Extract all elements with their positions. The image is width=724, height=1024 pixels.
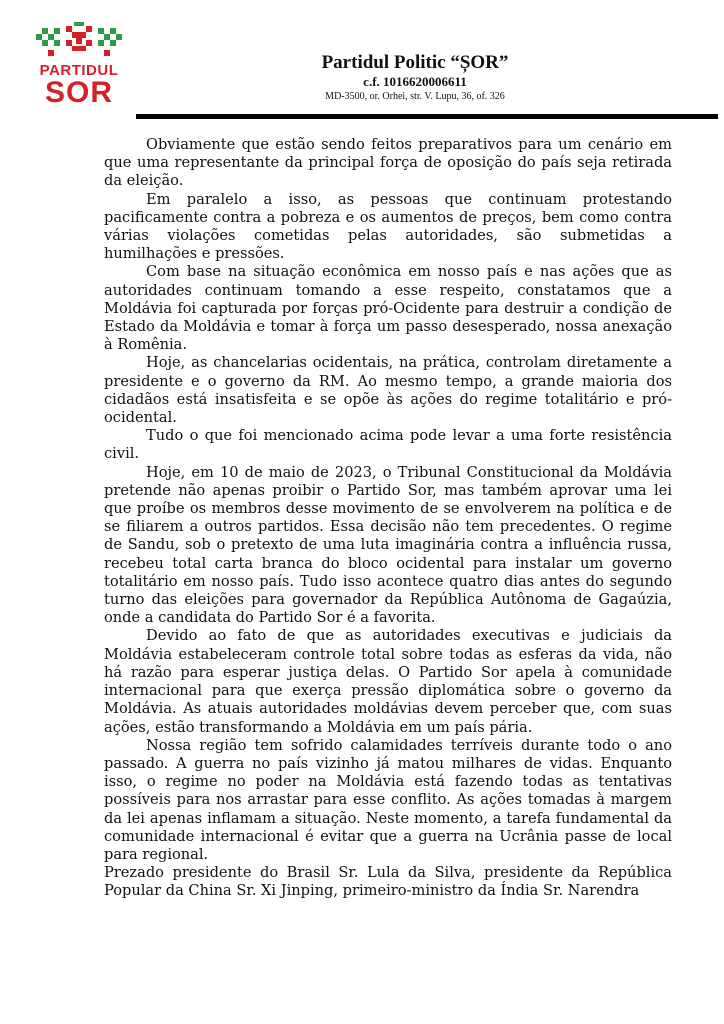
paragraph: Obviamente que estão sendo feitos preparativos para um cenário em que uma representante da principal força de oposição do país seja retirada da eleição. (104, 136, 672, 190)
embroidery-pattern-icon (34, 22, 124, 62)
party-name: Partidul Politic “ȘOR” (321, 52, 509, 73)
letterhead (230, 52, 600, 103)
paragraph: Devido ao fato de que as autoridades executivas e judiciais da Moldávia estabeleceram controle total sobre todas as esferas da vida, não há razão para esperar justiça delas. O Partido Sor apela à comunidade internacional para que exerça pressão diplomática sobre o governo da Moldávia. As atuais autoridades moldávias devem perceber que, com suas ações, estão transformando a Moldávia em um país pária. (104, 627, 672, 736)
letter-body (104, 136, 672, 901)
party-logo (34, 22, 124, 110)
paragraph: Hoje, em 10 de maio de 2023, o Tribunal Constitucional da Moldávia pretende não apenas proibir o Partido Sor, mas também aprovar uma lei que proíbe os membros desse movimento de se envolverem na política e de se filiarem a outros partidos. Essa decisão não tem precedentes. O regime de Sandu, sob o pretexto de uma luta imaginária contra a influência russa, recebeu total carta branca do bloco ocidental para instalar um governo totalitário em nosso país. Tudo isso acontece quatro dias antes do segundo turno das eleições para governador da República Autônoma de Gagaúzia, onde a candidata do Partido Sor é a favorita. (104, 463, 672, 627)
paragraph: Em paralelo a isso, as pessoas que continuam protestando pacificamente contra a pobreza e os aumentos de preços, bem como contra várias violações cometidas pelas autoridades, são submetidas a humilhações e pressões. (104, 190, 672, 263)
paragraph: Prezado presidente do Brasil Sr. Lula da Silva, presidente da República Popular da China Sr. Xi Jinping, primeiro-ministro da Índia Sr. Narendra (104, 864, 672, 900)
logo-text-partidul: PARTIDUL (39, 62, 119, 79)
paragraph: Hoje, as chancelarias ocidentais, na prática, controlam diretamente a presidente e o governo da RM. Ao mesmo tempo, a grande maioria dos cidadãos está insatisfeita e se opõe às ações do regime totalitário e pró-ocidental. (104, 354, 672, 427)
header-divider (136, 114, 718, 119)
paragraph: Com base na situação econômica em nosso país e nas ações que as autoridades continuam tomando a esse respeito, constatamos que a Moldávia foi capturada por forças pró-Ocidente para destruir a condição de Estado da Moldávia e tomar à força um passo desesperado, nossa anexação à Romênia. (104, 263, 672, 354)
fiscal-code: c.f. 1016620006611 (363, 74, 467, 89)
logo-text-sor: SOR (44, 76, 113, 109)
paragraph: Nossa região tem sofrido calamidades terríveis durante todo o ano passado. A guerra no país vizinho já matou milhares de vidas. Enquanto isso, o regime no poder na Moldávia está fazendo todas as tentativas possíveis para nos arrastar para esse conflito. As ações tomadas à margem da lei apenas inflamam a situação. Neste momento, a tarefa fundamental da comunidade internacional é evitar que a guerra na Ucrânia passe de local para regional. (104, 736, 672, 863)
paragraph: Tudo o que foi mencionado acima pode levar a uma forte resistência civil. (104, 427, 672, 463)
party-address: MD-3500, or. Orhei, str. V. Lupu, 36, of. 326 (325, 91, 505, 102)
